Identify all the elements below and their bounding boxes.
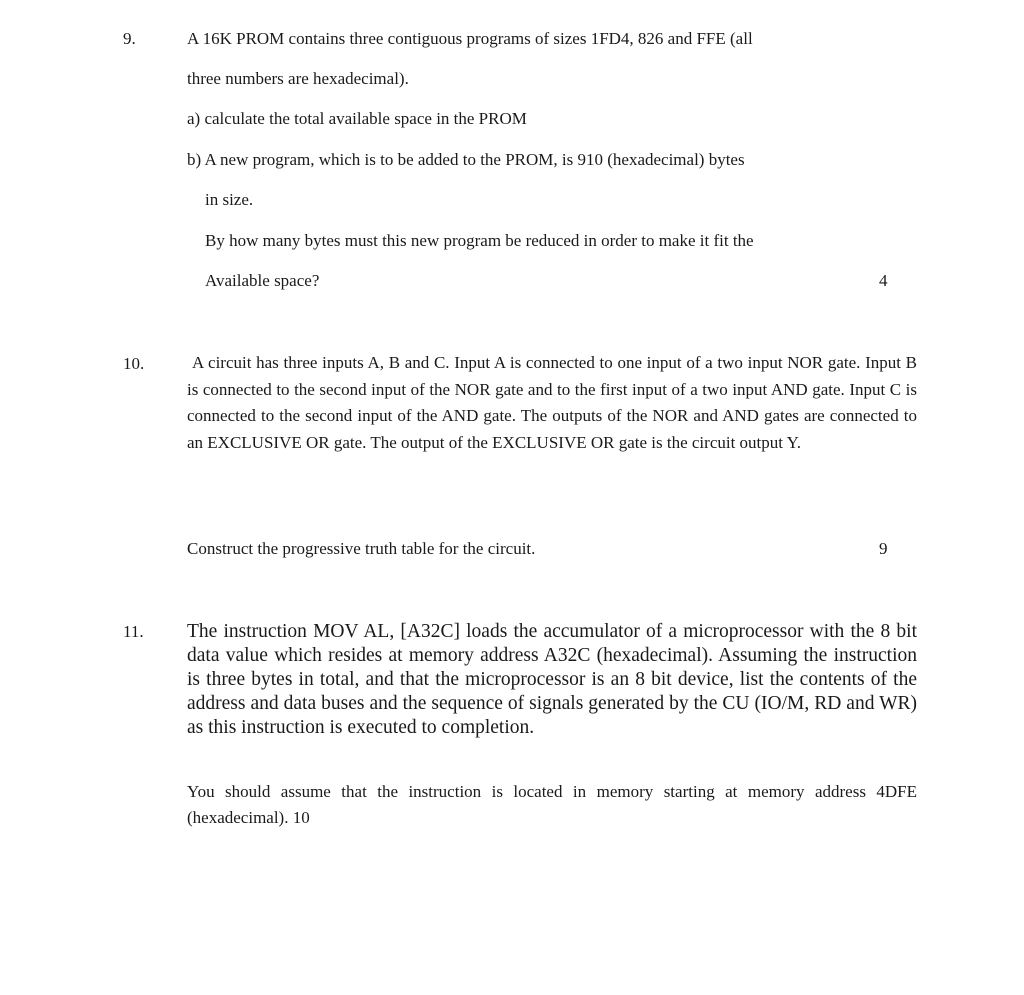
question-9-part-b-line-3: By how many bytes must this new program be reduced in order to make it fit the (205, 231, 754, 250)
question-9-marks: 4 (879, 271, 888, 290)
question-11-note: You should assume that the instruction is located in memory starting at memory address 4DFE (hexadecimal). 10 (187, 782, 917, 827)
question-9-part-b-line-4: Available space? (205, 271, 320, 290)
question-9-part-b-line-1: b) A new program, which is to be added to the PROM, is 910 (hexadecimal) bytes (187, 150, 745, 169)
question-9-part-a: a) calculate the total available space in the PROM (187, 109, 527, 128)
question-9-part-b-line-2: in size. (205, 190, 254, 209)
question-10-task: Construct the progressive truth table for the circuit. (187, 539, 536, 558)
question-11-number: 11. (123, 622, 144, 641)
question-11-text: The instruction MOV AL, [A32C] loads the accumulator of a microprocessor with the 8 bit data value which resides at memory address A32C (hexadecimal). Assuming the instruction is three bytes in total, and that the microprocessor is an 8 bit device, list the contents of the address and data buses and the sequence of signals generated by the CU (IO/M, RD and WR) as this instruction is executed to completion. (187, 621, 917, 738)
question-10-paragraph (187, 350, 917, 456)
question-10-number: 10. (123, 354, 145, 373)
question-9-line-1: A 16K PROM contains three contiguous programs of sizes 1FD4, 826 and FFE (all (187, 29, 753, 48)
question-10-text: A circuit has three inputs A, B and C. Input A is connected to one input of a two input NOR gate. Input B is connected to the second input of the NOR gate and to the first input of a two input AND gate. Input C is connected to the second input of the AND gate. The outputs of the NOR and AND gates are connected to an EXCLUSIVE OR gate. The output of the EXCLUSIVE OR gate is the circuit output Y. (187, 353, 917, 452)
question-9-number: 9. (123, 29, 136, 48)
question-9-line-2: three numbers are hexadecimal). (187, 69, 409, 88)
question-10-marks: 9 (879, 539, 888, 558)
